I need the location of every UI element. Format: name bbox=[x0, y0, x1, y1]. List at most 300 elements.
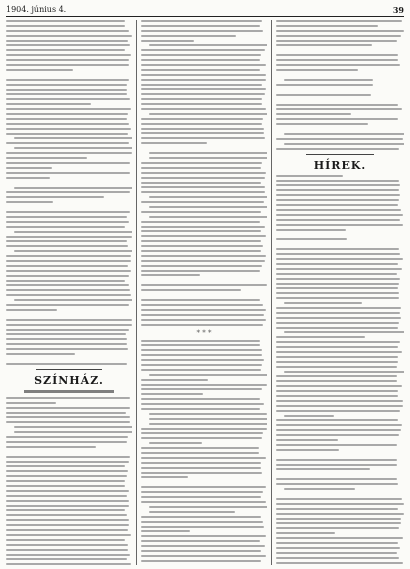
text-line bbox=[141, 560, 261, 562]
text-line bbox=[276, 263, 398, 265]
text-line bbox=[6, 509, 125, 511]
text-line bbox=[141, 486, 266, 488]
text-line bbox=[284, 302, 362, 304]
text-line bbox=[6, 162, 130, 164]
text-line bbox=[141, 388, 262, 390]
text-line bbox=[276, 175, 343, 177]
text-line bbox=[6, 44, 130, 46]
text-line bbox=[284, 371, 404, 373]
text-line bbox=[6, 177, 50, 179]
text-line bbox=[276, 312, 400, 314]
page-header bbox=[6, 4, 404, 17]
column-left bbox=[6, 20, 132, 565]
issue-date: 1904. június 4. bbox=[6, 5, 67, 14]
text-line bbox=[276, 113, 351, 115]
text-line bbox=[6, 20, 125, 22]
text-line bbox=[141, 540, 260, 542]
text-line bbox=[6, 196, 104, 198]
section-heading-news: HÍREK. bbox=[313, 158, 367, 172]
text-line bbox=[6, 309, 57, 311]
text-line bbox=[276, 268, 402, 270]
text-line bbox=[14, 187, 132, 189]
text-line bbox=[141, 260, 265, 262]
article-body bbox=[276, 20, 404, 150]
text-line bbox=[6, 216, 127, 218]
text-line bbox=[149, 442, 202, 444]
text-line bbox=[6, 549, 128, 551]
text-line bbox=[141, 230, 261, 232]
text-line bbox=[284, 143, 404, 145]
text-line bbox=[6, 172, 130, 174]
text-line bbox=[284, 488, 355, 490]
text-line bbox=[276, 547, 400, 549]
text-line bbox=[276, 94, 371, 96]
text-line bbox=[276, 204, 398, 206]
text-line bbox=[6, 343, 127, 345]
text-line bbox=[141, 182, 261, 184]
text-line bbox=[6, 333, 126, 335]
text-line bbox=[149, 216, 267, 218]
text-line bbox=[284, 79, 373, 81]
text-line bbox=[276, 557, 399, 559]
text-line bbox=[6, 289, 130, 291]
text-line bbox=[276, 434, 399, 436]
text-line bbox=[141, 452, 259, 454]
text-line bbox=[141, 379, 208, 381]
text-line bbox=[276, 189, 399, 191]
text-line bbox=[6, 456, 130, 458]
text-line bbox=[141, 340, 260, 342]
text-line bbox=[141, 98, 262, 100]
text-line bbox=[141, 324, 263, 326]
text-line bbox=[149, 511, 235, 513]
text-line bbox=[6, 69, 73, 71]
text-line bbox=[6, 495, 127, 497]
text-line bbox=[276, 478, 397, 480]
text-line bbox=[276, 508, 398, 510]
text-line bbox=[276, 327, 398, 329]
text-line bbox=[6, 397, 130, 399]
text-line bbox=[141, 20, 262, 22]
text-line bbox=[141, 462, 261, 464]
column-middle bbox=[141, 20, 267, 565]
text-line bbox=[276, 498, 402, 500]
text-line bbox=[276, 459, 397, 461]
text-line bbox=[276, 180, 399, 182]
text-line bbox=[276, 278, 400, 280]
text-line bbox=[141, 118, 263, 120]
text-line bbox=[6, 412, 126, 414]
text-line bbox=[141, 530, 190, 532]
text-line bbox=[6, 319, 132, 321]
text-line bbox=[276, 229, 346, 231]
text-line bbox=[6, 226, 125, 228]
text-line bbox=[141, 245, 263, 247]
text-line bbox=[141, 437, 262, 439]
text-line bbox=[6, 421, 130, 423]
column-rule bbox=[136, 20, 137, 565]
text-line bbox=[6, 294, 131, 296]
text-line bbox=[276, 336, 365, 338]
text-line bbox=[276, 444, 397, 446]
text-line bbox=[141, 177, 265, 179]
text-line bbox=[6, 49, 125, 51]
text-line bbox=[141, 128, 264, 130]
text-line bbox=[141, 457, 266, 459]
text-line bbox=[6, 554, 130, 556]
text-line bbox=[141, 349, 262, 351]
text-line bbox=[6, 534, 131, 536]
text-line bbox=[6, 89, 127, 91]
text-line bbox=[276, 424, 402, 426]
text-line bbox=[141, 93, 265, 95]
text-line bbox=[141, 255, 266, 257]
text-line bbox=[276, 503, 404, 505]
text-line bbox=[6, 324, 132, 326]
text-line bbox=[14, 231, 132, 233]
text-line bbox=[141, 201, 264, 203]
text-line bbox=[6, 79, 129, 81]
article-body bbox=[141, 20, 267, 326]
text-line bbox=[276, 405, 403, 407]
text-line bbox=[276, 184, 400, 186]
text-line bbox=[6, 480, 125, 482]
text-line bbox=[141, 79, 266, 81]
text-line bbox=[276, 537, 403, 539]
text-line bbox=[276, 419, 398, 421]
paragraph-gap bbox=[276, 454, 404, 459]
article-body bbox=[141, 340, 267, 565]
text-line bbox=[141, 191, 265, 193]
text-line bbox=[6, 113, 128, 115]
text-line bbox=[141, 545, 265, 547]
text-line bbox=[276, 287, 398, 289]
text-line bbox=[6, 505, 129, 507]
text-line bbox=[276, 429, 401, 431]
text-line bbox=[141, 384, 267, 386]
text-line bbox=[276, 468, 370, 470]
text-line bbox=[276, 361, 398, 363]
text-line bbox=[276, 238, 347, 240]
text-line bbox=[284, 133, 404, 135]
text-line bbox=[149, 506, 267, 508]
text-line bbox=[276, 410, 400, 412]
text-line bbox=[6, 363, 127, 365]
text-line bbox=[276, 356, 398, 358]
text-line bbox=[276, 248, 399, 250]
text-line bbox=[276, 194, 400, 196]
text-line bbox=[6, 152, 132, 154]
text-line bbox=[276, 40, 397, 42]
article-body bbox=[276, 175, 404, 565]
text-line bbox=[276, 59, 398, 61]
text-line bbox=[6, 529, 128, 531]
column-right bbox=[276, 20, 404, 565]
text-line bbox=[276, 322, 399, 324]
text-line bbox=[276, 25, 378, 27]
text-line bbox=[141, 69, 260, 71]
text-line bbox=[141, 88, 266, 90]
text-line bbox=[149, 413, 267, 415]
text-line bbox=[6, 30, 129, 32]
text-line bbox=[276, 449, 339, 451]
text-line bbox=[6, 270, 131, 272]
text-line bbox=[141, 299, 260, 301]
text-line bbox=[276, 123, 368, 125]
text-line bbox=[6, 348, 128, 350]
text-line bbox=[6, 93, 127, 95]
text-line bbox=[6, 64, 129, 66]
text-line bbox=[276, 219, 400, 221]
text-line bbox=[276, 199, 399, 201]
text-line bbox=[141, 30, 263, 32]
text-line bbox=[141, 550, 261, 552]
text-line bbox=[149, 374, 267, 376]
text-line bbox=[276, 118, 398, 120]
text-line bbox=[276, 292, 399, 294]
text-line bbox=[141, 64, 266, 66]
text-line bbox=[6, 524, 129, 526]
text-line bbox=[141, 172, 266, 174]
text-line bbox=[141, 54, 261, 56]
text-line bbox=[6, 40, 128, 42]
text-line bbox=[141, 354, 262, 356]
article-subheading bbox=[24, 390, 114, 393]
text-line bbox=[141, 250, 261, 252]
paragraph-gap bbox=[6, 451, 132, 456]
text-line bbox=[141, 344, 260, 346]
text-line bbox=[141, 496, 261, 498]
text-line bbox=[276, 527, 399, 529]
text-line bbox=[14, 426, 132, 428]
text-line bbox=[276, 283, 399, 285]
text-line bbox=[6, 108, 131, 110]
text-line bbox=[6, 167, 52, 169]
text-line bbox=[141, 398, 260, 400]
text-line bbox=[276, 483, 398, 485]
text-line bbox=[276, 346, 398, 348]
text-line bbox=[276, 148, 399, 150]
text-line bbox=[6, 539, 125, 541]
text-line bbox=[141, 521, 263, 523]
text-line bbox=[6, 25, 125, 27]
text-line bbox=[6, 485, 125, 487]
text-line bbox=[276, 562, 403, 564]
text-line bbox=[141, 74, 266, 76]
text-line bbox=[6, 329, 129, 331]
text-line bbox=[6, 157, 87, 159]
text-line bbox=[141, 319, 266, 321]
text-line bbox=[6, 353, 75, 355]
text-line bbox=[141, 359, 264, 361]
text-line bbox=[6, 436, 128, 438]
text-line bbox=[141, 240, 261, 242]
text-line bbox=[6, 221, 129, 223]
text-line bbox=[276, 317, 401, 319]
text-line bbox=[6, 490, 129, 492]
text-line bbox=[276, 64, 400, 66]
text-line bbox=[141, 428, 267, 430]
text-line bbox=[141, 284, 267, 286]
text-line bbox=[141, 186, 265, 188]
text-line bbox=[14, 250, 132, 252]
text-line bbox=[141, 211, 261, 213]
text-line bbox=[141, 235, 266, 237]
text-line bbox=[14, 137, 132, 139]
text-line bbox=[149, 113, 267, 115]
text-line bbox=[141, 364, 262, 366]
text-line bbox=[6, 280, 125, 282]
text-line bbox=[149, 423, 267, 425]
text-line bbox=[141, 393, 203, 395]
text-line bbox=[6, 407, 130, 409]
text-line bbox=[6, 191, 130, 193]
text-line bbox=[141, 476, 188, 478]
text-line bbox=[6, 211, 130, 213]
article-body bbox=[6, 397, 132, 565]
text-line bbox=[6, 514, 127, 516]
text-line bbox=[276, 69, 358, 71]
text-line bbox=[6, 128, 131, 130]
text-line bbox=[6, 59, 129, 61]
text-line bbox=[141, 491, 263, 493]
text-line bbox=[6, 284, 129, 286]
text-line bbox=[141, 467, 261, 469]
text-line bbox=[141, 162, 262, 164]
text-line bbox=[141, 123, 262, 125]
text-line bbox=[276, 84, 373, 86]
text-line bbox=[276, 351, 402, 353]
text-line bbox=[141, 304, 263, 306]
text-line bbox=[141, 167, 261, 169]
text-line bbox=[6, 402, 56, 404]
text-line bbox=[6, 304, 129, 306]
text-line bbox=[149, 157, 267, 159]
paragraph-gap bbox=[276, 99, 404, 104]
text-line bbox=[276, 297, 399, 299]
text-line bbox=[141, 516, 261, 518]
text-line bbox=[141, 447, 259, 449]
text-line bbox=[141, 142, 207, 144]
text-line bbox=[284, 331, 404, 333]
text-line bbox=[6, 465, 125, 467]
text-line bbox=[6, 558, 127, 560]
text-line bbox=[6, 103, 91, 105]
text-line bbox=[276, 380, 397, 382]
text-line bbox=[141, 25, 260, 27]
text-line bbox=[276, 224, 403, 226]
text-line bbox=[276, 395, 398, 397]
text-line bbox=[6, 338, 127, 340]
text-line bbox=[141, 314, 264, 316]
text-line bbox=[276, 20, 402, 22]
text-line bbox=[276, 30, 404, 32]
text-line bbox=[276, 104, 398, 106]
page-number: 39 bbox=[392, 5, 404, 15]
text-line bbox=[6, 133, 128, 135]
text-line bbox=[6, 240, 127, 242]
text-line bbox=[141, 103, 262, 105]
text-line bbox=[276, 44, 372, 46]
text-line bbox=[141, 35, 236, 37]
text-line bbox=[6, 236, 132, 238]
text-line bbox=[276, 532, 335, 534]
text-line bbox=[276, 108, 402, 110]
text-line bbox=[276, 54, 398, 56]
text-line bbox=[6, 416, 130, 418]
text-line bbox=[6, 54, 131, 56]
text-line bbox=[141, 408, 260, 410]
text-line bbox=[149, 418, 267, 420]
text-line bbox=[276, 375, 397, 377]
text-line bbox=[6, 201, 53, 203]
text-line bbox=[276, 522, 401, 524]
text-line bbox=[141, 59, 260, 61]
ornament: * * * bbox=[196, 328, 212, 337]
text-line bbox=[141, 289, 241, 291]
text-line bbox=[276, 552, 397, 554]
text-line bbox=[141, 49, 265, 51]
text-line bbox=[141, 137, 265, 139]
text-line bbox=[141, 403, 264, 405]
text-line bbox=[6, 142, 129, 144]
text-line bbox=[6, 500, 129, 502]
text-line bbox=[141, 108, 266, 110]
text-line bbox=[6, 563, 131, 565]
text-line bbox=[6, 98, 130, 100]
text-line bbox=[276, 390, 398, 392]
text-line bbox=[149, 196, 267, 198]
text-line bbox=[6, 260, 131, 262]
text-line bbox=[141, 526, 264, 528]
text-line bbox=[141, 369, 261, 371]
text-line bbox=[276, 400, 403, 402]
text-line bbox=[141, 270, 260, 272]
text-line bbox=[276, 385, 402, 387]
text-line bbox=[141, 40, 194, 42]
text-line bbox=[14, 147, 132, 149]
text-line bbox=[276, 341, 400, 343]
text-line bbox=[6, 265, 128, 267]
text-line bbox=[6, 123, 129, 125]
text-line bbox=[276, 35, 401, 37]
article-body bbox=[6, 20, 132, 365]
text-line bbox=[149, 206, 267, 208]
paragraph-gap bbox=[276, 89, 404, 94]
text-line bbox=[149, 152, 267, 154]
text-line bbox=[141, 84, 262, 86]
text-line bbox=[6, 544, 128, 546]
text-line bbox=[141, 472, 262, 474]
text-line bbox=[6, 519, 129, 521]
text-line bbox=[276, 366, 397, 368]
text-line bbox=[6, 441, 127, 443]
text-line bbox=[276, 258, 403, 260]
text-line bbox=[276, 253, 400, 255]
text-line bbox=[141, 535, 266, 537]
text-line bbox=[149, 44, 267, 46]
text-line bbox=[141, 226, 265, 228]
text-line bbox=[276, 209, 401, 211]
section-heading-theatre: SZÍNHÁZ. bbox=[34, 373, 104, 387]
text-line bbox=[141, 432, 263, 434]
section-divider bbox=[306, 154, 374, 155]
text-line bbox=[6, 475, 127, 477]
text-line bbox=[14, 299, 132, 301]
text-line bbox=[14, 431, 132, 433]
text-line bbox=[276, 138, 403, 140]
text-line bbox=[276, 214, 403, 216]
